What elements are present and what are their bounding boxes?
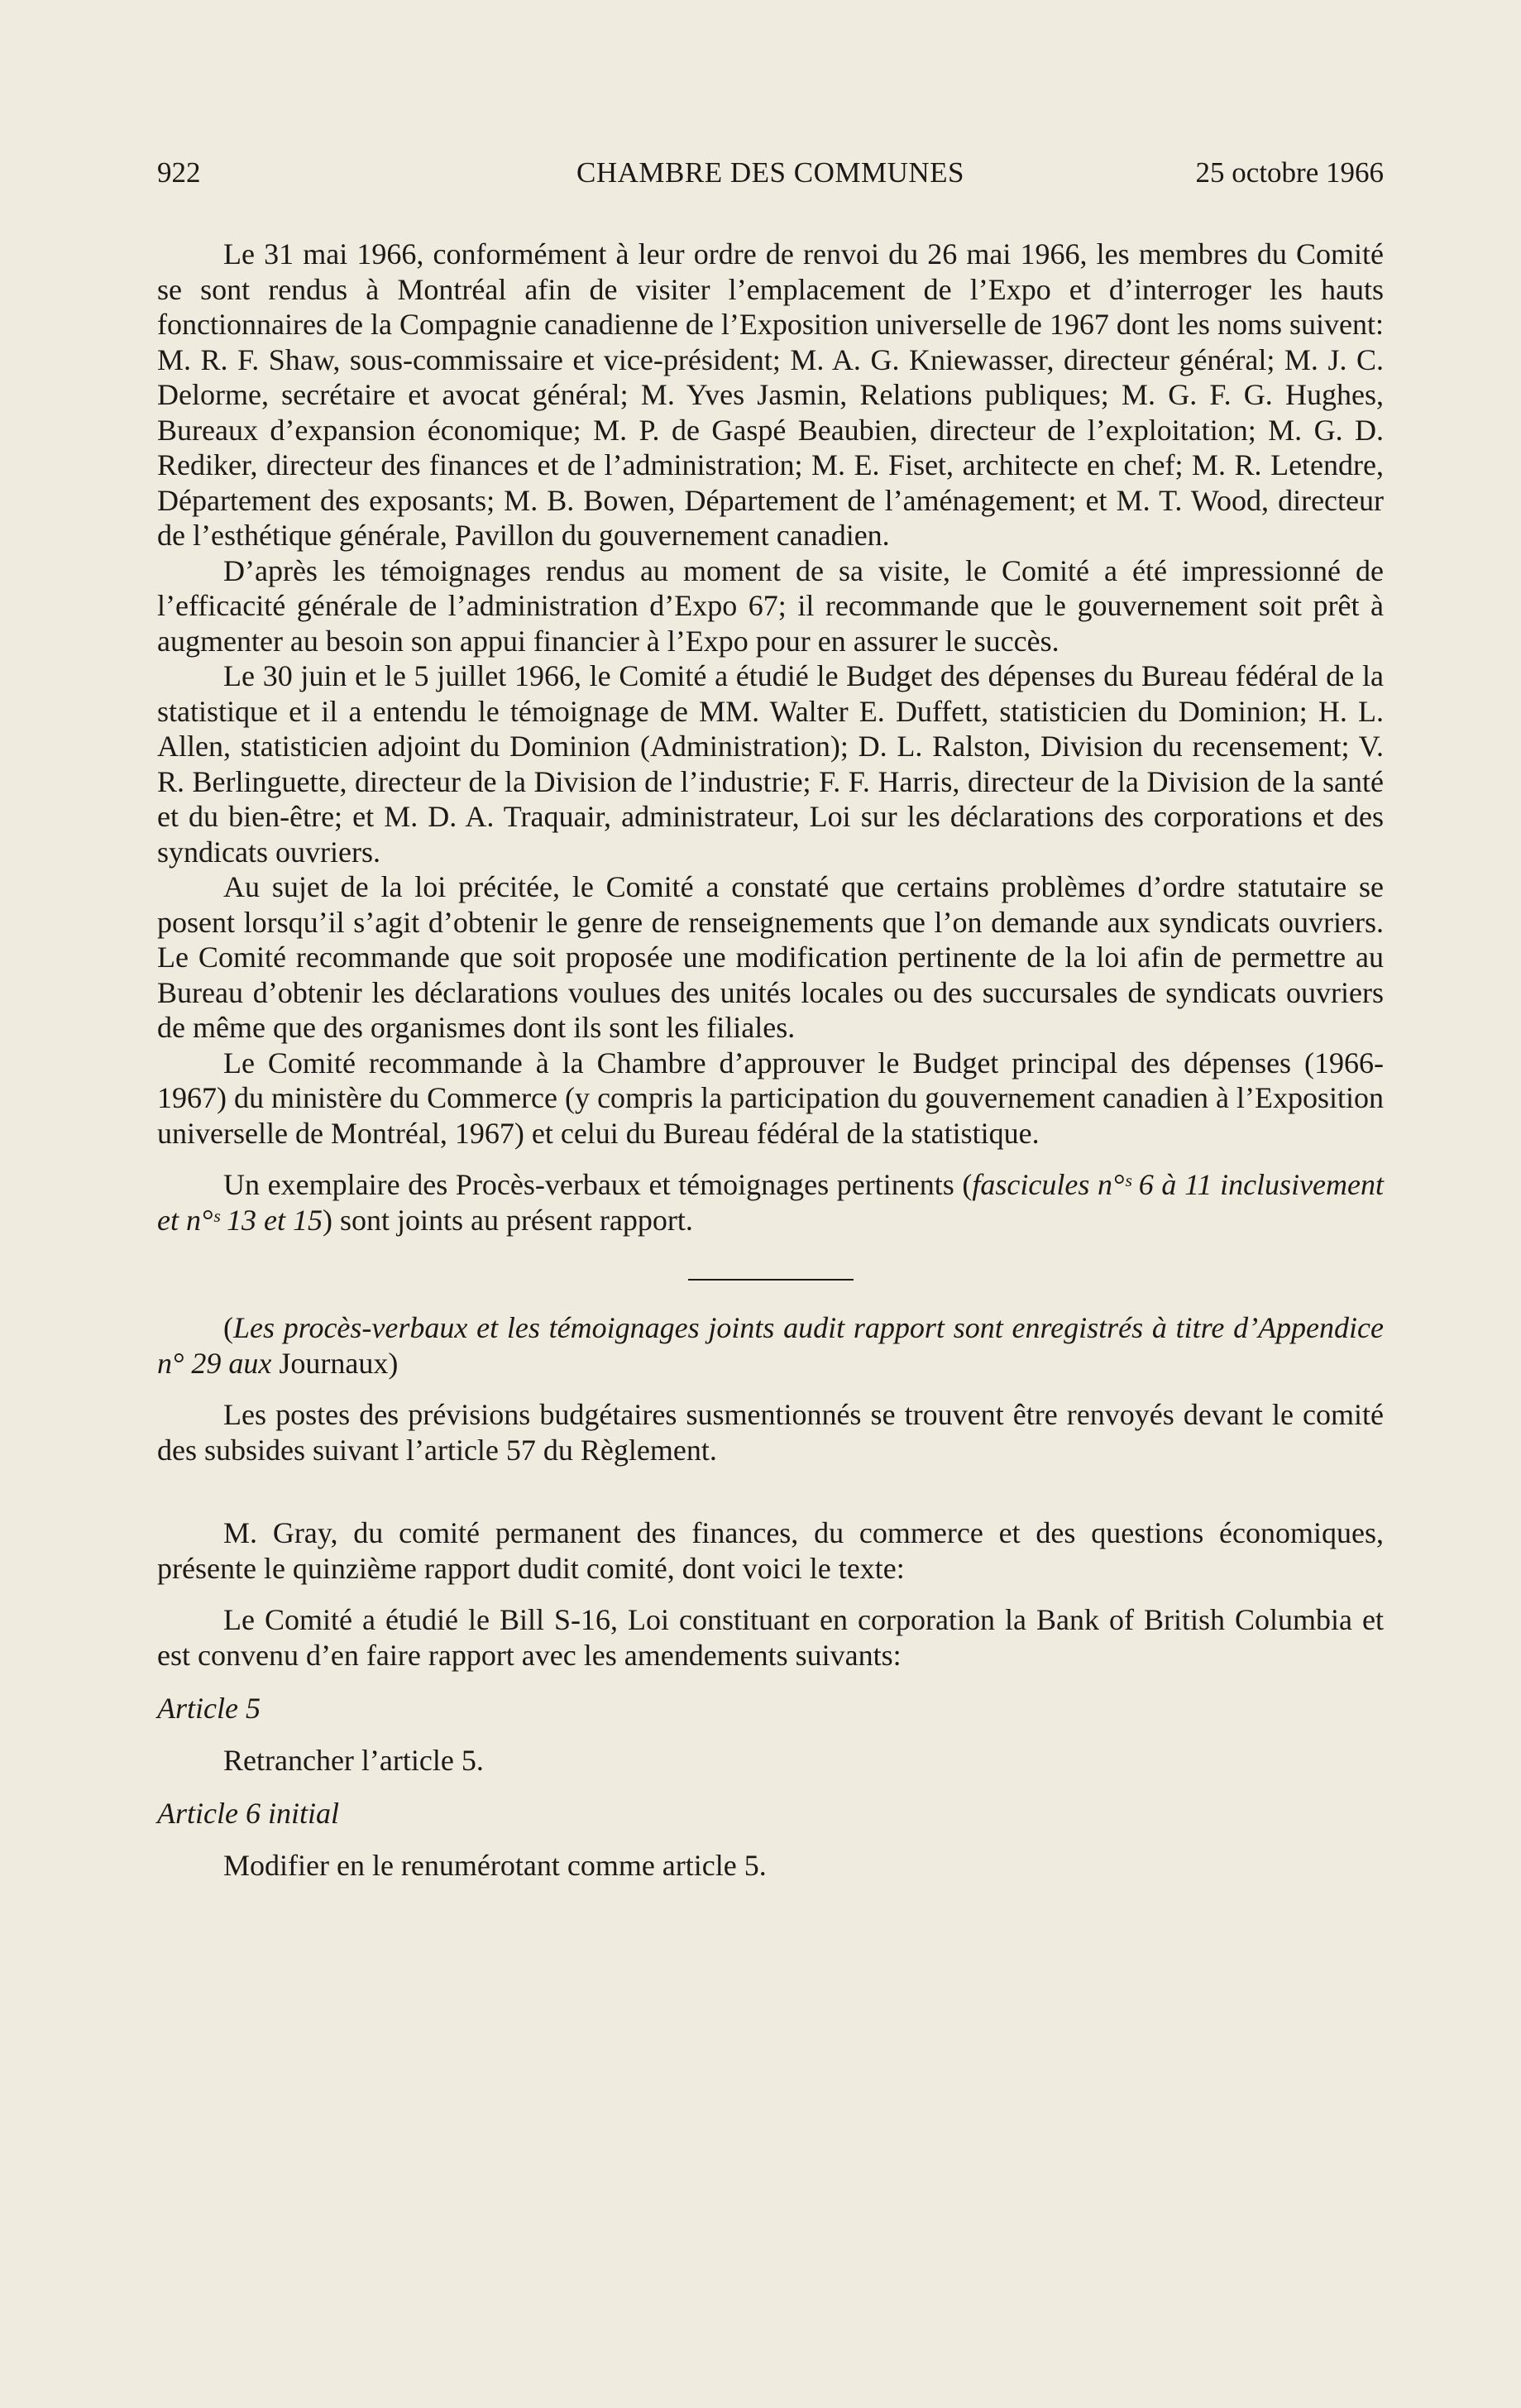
article-text: Modifier en le renumérotant comme article 5. xyxy=(223,1848,767,1882)
paragraph-statistics-hearing: Le 30 juin et le 5 juillet 1966, le Comité a étudié le Budget des dépenses du Bureau fédéral de la statistique et il a entendu le témoignage de MM. Walter E. Duffett, statisticien du Dominion; H. L. Allen, statisticien adjoint du Dominion (Administration); D. L. Ralston, Division du recensement; V. R. Berlinguette, directeur de la Division de l’industrie; F. F. Harris, directeur de la Division de la santé et du bien-être; et M. D. A. Traquair, administrateur, Loi sur les déclarations des corporations et des syndicats ouvriers. xyxy=(157,659,1384,869)
page-number: 922 xyxy=(157,156,201,189)
paragraph-expo-recommendation: D’après les témoignages rendus au moment de sa visite, le Comité a été impressionné de l’efficacité générale de l’administration d’Expo 67; il recommande que le gouvernement soit prêt à augmenter au besoin son appui financier à l’Expo pour en assurer le succès. xyxy=(157,553,1384,658)
paragraph-statutory-problems: Au sujet de la loi précitée, le Comité a constaté que certains problèmes d’ordre statutaire se posent lorsqu’il s’agit d’obtenir le genre de renseignements que l’on demande aux syndicats ouvriers. Le Comité recommande que soit proposée une modification pertinente de la loi afin de permettre au Bureau d’obtenir les déclarations voulues des unités locales ou des succursales de syndicats ouvriers de même que des organismes dont ils sont les filiales. xyxy=(157,870,1384,1044)
running-title: CHAMBRE DES COMMUNES xyxy=(576,156,964,189)
note-tail: Journaux) xyxy=(271,1346,399,1380)
paragraph-gray-report: M. Gray, du comité permanent des finances, du commerce et des questions économiques, présente le quinzième rapport dudit comité, dont voici le texte: xyxy=(157,1516,1384,1585)
page-header xyxy=(157,152,1384,194)
article-heading: Article 5 xyxy=(157,1692,261,1725)
page-body xyxy=(157,237,1384,1883)
paragraph-exemplaire xyxy=(157,1167,1384,1238)
note-italic: Les procès-verbaux et les témoignages joints audit rapport sont enregistrés à titre d’Appendice n° 29 aux xyxy=(157,1311,1384,1380)
paragraph-postes: Les postes des prévisions budgétaires susmentionnés se trouvent être renvoyés devant le comité des subsides suivant l’article 57 du Règlement. xyxy=(157,1398,1384,1467)
paragraph-expo-visit: Le 31 mai 1966, conformément à leur ordre de renvoi du 26 mai 1966, les membres du Comité se sont rendus à Montréal afin de visiter l’emplacement de l’Expo et d’interroger les hauts fonctionnaires de la Compagnie canadienne de l’Exposition universelle de 1967 dont les noms suivent: M. R. F. Shaw, sous-commissaire et vice-président; M. A. G. Kniewasser, directeur général; M. J. C. Delorme, secrétaire et avocat général; M. Yves Jasmin, Relations publiques; M. G. F. G. Hughes, Bureaux d’expansion économique; M. P. de Gaspé Beaubien, directeur de l’exploitation; M. G. D. Rediker, directeur des finances et de l’administration; M. E. Fiset, architecte en chef; M. R. Letendre, Département des exposants; M. B. Bowen, Département de l’aménagement; et M. T. Wood, directeur de l’esthétique générale, Pavillon du gouvernement canadien. xyxy=(157,237,1384,552)
appendix-note xyxy=(157,1310,1384,1381)
article-text: Retrancher l’article 5. xyxy=(223,1743,484,1777)
exemplaire-lead: Un exemplaire des Procès-verbaux et témoignages pertinents ( xyxy=(223,1168,973,1201)
paragraph-budget-approval: Le Comité recommande à la Chambre d’approuver le Budget principal des dépenses (1966-1967) du ministère du Commerce (y compris la participation du gouvernement canadien à l’Exposition universelle de Montréal, 1967) et celui du Bureau fédéral de la statistique. xyxy=(157,1046,1384,1150)
exemplaire-tail: ) sont joints au présent rapport. xyxy=(322,1203,693,1237)
article-heading: Article 6 initial xyxy=(157,1797,339,1830)
exemplaire-italic: fascicules n°ˢ 6 à 11 inclusivement et n°ˢ 13 et 15 xyxy=(157,1168,1385,1237)
paragraph-bill-s16: Le Comité a étudié le Bill S-16, Loi constituant en corporation la Bank of British Columbia et est convenu d’en faire rapport avec les amendements suivants: xyxy=(157,1603,1384,1672)
header-date: 25 octobre 1966 xyxy=(1195,156,1384,189)
paragraph-appendix-note xyxy=(157,1310,1384,1381)
note-open: ( xyxy=(223,1311,233,1344)
section-divider xyxy=(688,1279,854,1281)
